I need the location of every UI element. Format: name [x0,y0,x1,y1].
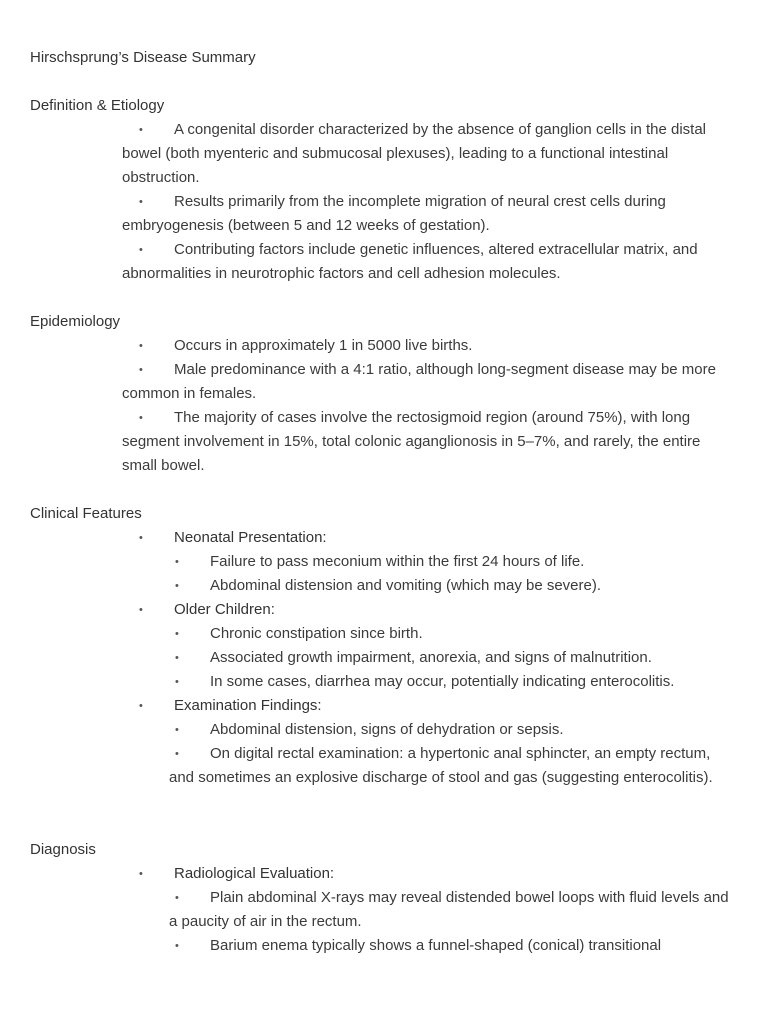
section-heading: Diagnosis [30,841,96,858]
list-item: • A congenital disorder characterized by the absence of ganglion cells in the distal bowel (both myenteric and submucosal plexuses), leading to a functional intestinal obstruction. [122,118,730,190]
list-group [122,598,730,694]
section-epidemiology [30,310,730,478]
sub-list-item: • Associated growth impairment, anorexia, and signs of malnutrition. [169,646,730,670]
list-group [122,862,730,958]
sub-list-item: • Chronic constipation since birth. [169,622,730,646]
section-definition-etiology [30,94,730,286]
sub-list-item: • Plain abdominal X-rays may reveal distended bowel loops with fluid levels and a paucity of air in the rectum. [169,886,730,934]
definition-list [30,118,730,286]
sub-list-item: • Abdominal distension and vomiting (which may be severe). [169,574,730,598]
sub-list [122,622,730,694]
group-label: Neonatal Presentation: [174,529,327,546]
document-title: Hirschsprung’s Disease Summary [30,49,256,66]
diagnosis-list [30,862,730,958]
sub-list-item: • On digital rectal examination: a hypertonic anal sphincter, an empty rectum, and sometimes an explosive discharge of stool and gas (suggesting enterocolitis). [169,742,730,790]
sub-list-item: • Barium enema typically shows a funnel-shaped (conical) transitional [169,934,730,958]
sub-list-item: • Abdominal distension, signs of dehydration or sepsis. [169,718,730,742]
sub-list [122,886,730,958]
sub-list-item: • Failure to pass meconium within the first 24 hours of life. [169,550,730,574]
list-item: • The majority of cases involve the rectosigmoid region (around 75%), with long segment involvement in 15%, total colonic aganglionosis in 5–7%, and rarely, the entire small bowel. [122,406,730,478]
section-heading: Clinical Features [30,505,142,522]
list-item: • Male predominance with a 4:1 ratio, although long-segment disease may be more common in females. [122,358,730,406]
group-label: Older Children: [174,601,275,618]
epidemiology-list [30,334,730,478]
list-item: • Results primarily from the incomplete migration of neural crest cells during embryogenesis (between 5 and 12 weeks of gestation). [122,190,730,238]
section-diagnosis [30,838,730,958]
clinical-list [30,526,730,790]
list-item: • Contributing factors include genetic influences, altered extracellular matrix, and abnormalities in neurotrophic factors and cell adhesion molecules. [122,238,730,286]
sub-list [122,718,730,790]
section-heading: Definition & Etiology [30,97,165,114]
section-clinical-features [30,502,730,790]
sub-list [122,550,730,598]
list-group [122,694,730,790]
section-heading: Epidemiology [30,313,121,330]
group-label: Radiological Evaluation: [174,865,335,882]
list-item: • Occurs in approximately 1 in 5000 live births. [122,334,730,358]
list-group [122,526,730,598]
sub-list-item: • In some cases, diarrhea may occur, potentially indicating enterocolitis. [169,670,730,694]
group-label: Examination Findings: [174,697,322,714]
